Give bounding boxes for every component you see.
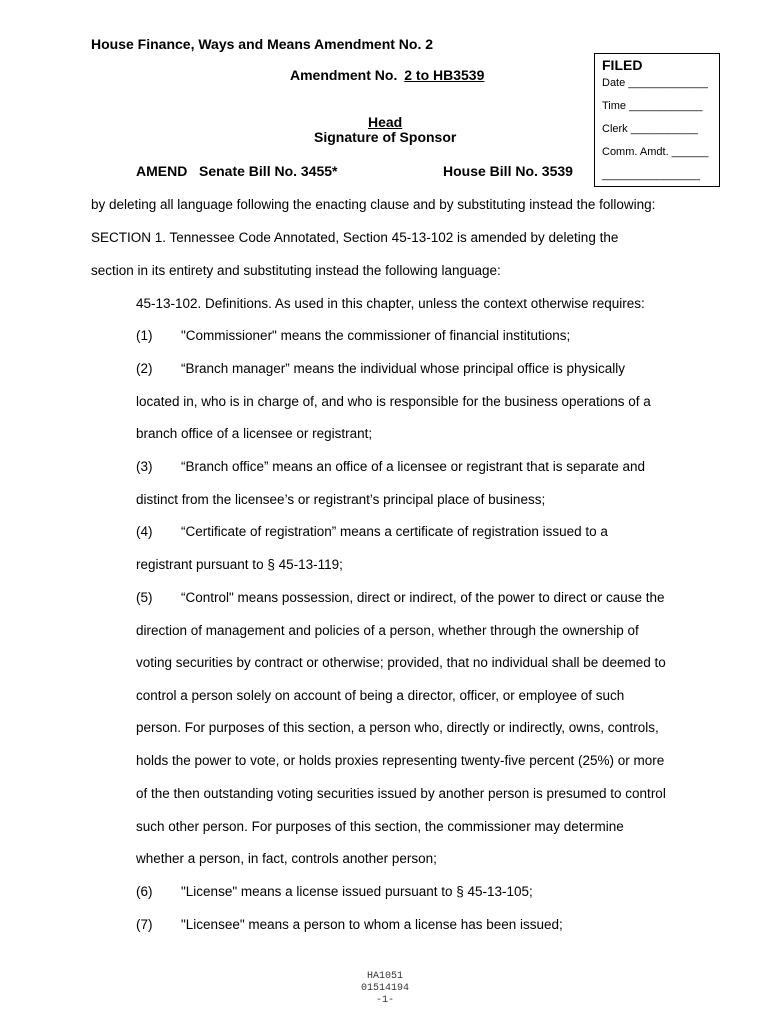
amend-label: AMEND [136, 163, 188, 179]
item-number: (5) [136, 590, 153, 605]
body-line: whether a person, in fact, controls another person; [136, 851, 437, 866]
body-line: person. For purposes of this section, a person who, directly or indirectly, owns, controls, [136, 720, 659, 735]
filed-title: FILED [602, 57, 643, 73]
item-text: “Branch office” means an office of a licensee or registrant that is separate and [181, 459, 646, 474]
body-line: section in its entirety and substituting instead the following language: [91, 263, 501, 278]
body-line: control a person solely on account of being a director, officer, or employee of such [136, 688, 625, 703]
body-line: distinct from the licensee’s or registrant’s principal place of business; [136, 492, 546, 507]
body-line: branch office of a licensee or registrant; [136, 426, 373, 441]
signature-of-sponsor: Signature of Sponsor [314, 129, 457, 145]
footer-code-1: HA1051 [366, 971, 403, 982]
head-label: Head [368, 114, 403, 130]
filed-comm-amdt: Comm. Amdt. ______ [602, 146, 709, 158]
item-number: (7) [136, 917, 153, 932]
body-line: SECTION 1. Tennessee Code Annotated, Section 45-13-102 is amended by deleting the [91, 230, 619, 245]
body-line: located in, who is in charge of, and who is responsible for the business operations of a [136, 394, 651, 409]
house-bill: House Bill No. 3539 [443, 163, 573, 179]
body-line: holds the power to vote, or holds proxies representing twenty-five percent (25%) or more [136, 753, 665, 768]
footer-code-2: 01514194 [360, 983, 409, 994]
body-line: by deleting all language following the enacting clause and by substituting instead the following: [91, 197, 656, 212]
amendment-number [290, 67, 484, 84]
body-line: of the then outstanding voting securities issued by another person is presumed to control [136, 786, 666, 801]
item-number: (1) [136, 328, 153, 343]
body-line: such other person. For purposes of this section, the commissioner may determine [136, 819, 624, 834]
item-text: “Certificate of registration” means a certificate of registration issued to a [181, 524, 608, 539]
filed-box [594, 53, 720, 187]
body-line: 45-13-102. Definitions. As used in this chapter, unless the context otherwise requires: [136, 296, 645, 311]
senate-bill: Senate Bill No. 3455* [199, 163, 338, 179]
item-text: "Licensee" means a person to whom a license has been issued; [181, 917, 563, 932]
page-number: -1- [375, 995, 394, 1006]
filed-date: Date _____________ [602, 77, 708, 89]
body-line: voting securities by contract or otherwise; provided, that no individual shall be deemed to [136, 655, 666, 670]
item-text: “Control" means possession, direct or indirect, of the power to direct or cause the [181, 590, 665, 605]
item-text: "License" means a license issued pursuant to § 45-13-105; [181, 884, 533, 899]
body-line: registrant pursuant to § 45-13-119; [136, 557, 343, 572]
item-number: (3) [136, 459, 153, 474]
item-number: (6) [136, 884, 153, 899]
amendment-label: Amendment No. [290, 67, 398, 83]
filed-clerk: Clerk ___________ [602, 123, 699, 135]
filed-time: Time ____________ [602, 100, 703, 112]
amendment-value: 2 to HB3539 [404, 67, 485, 83]
item-text: “Branch manager” means the individual whose principal office is physically [181, 361, 625, 376]
item-number: (2) [136, 361, 153, 376]
item-text: "Commissioner" means the commissioner of financial institutions; [181, 328, 571, 343]
body-line: direction of management and policies of a person, whether through the ownership of [136, 623, 639, 638]
filed-blank-line: ________________ [602, 169, 700, 181]
document-title: House Finance, Ways and Means Amendment No. 2 [91, 36, 434, 52]
item-number: (4) [136, 524, 153, 539]
